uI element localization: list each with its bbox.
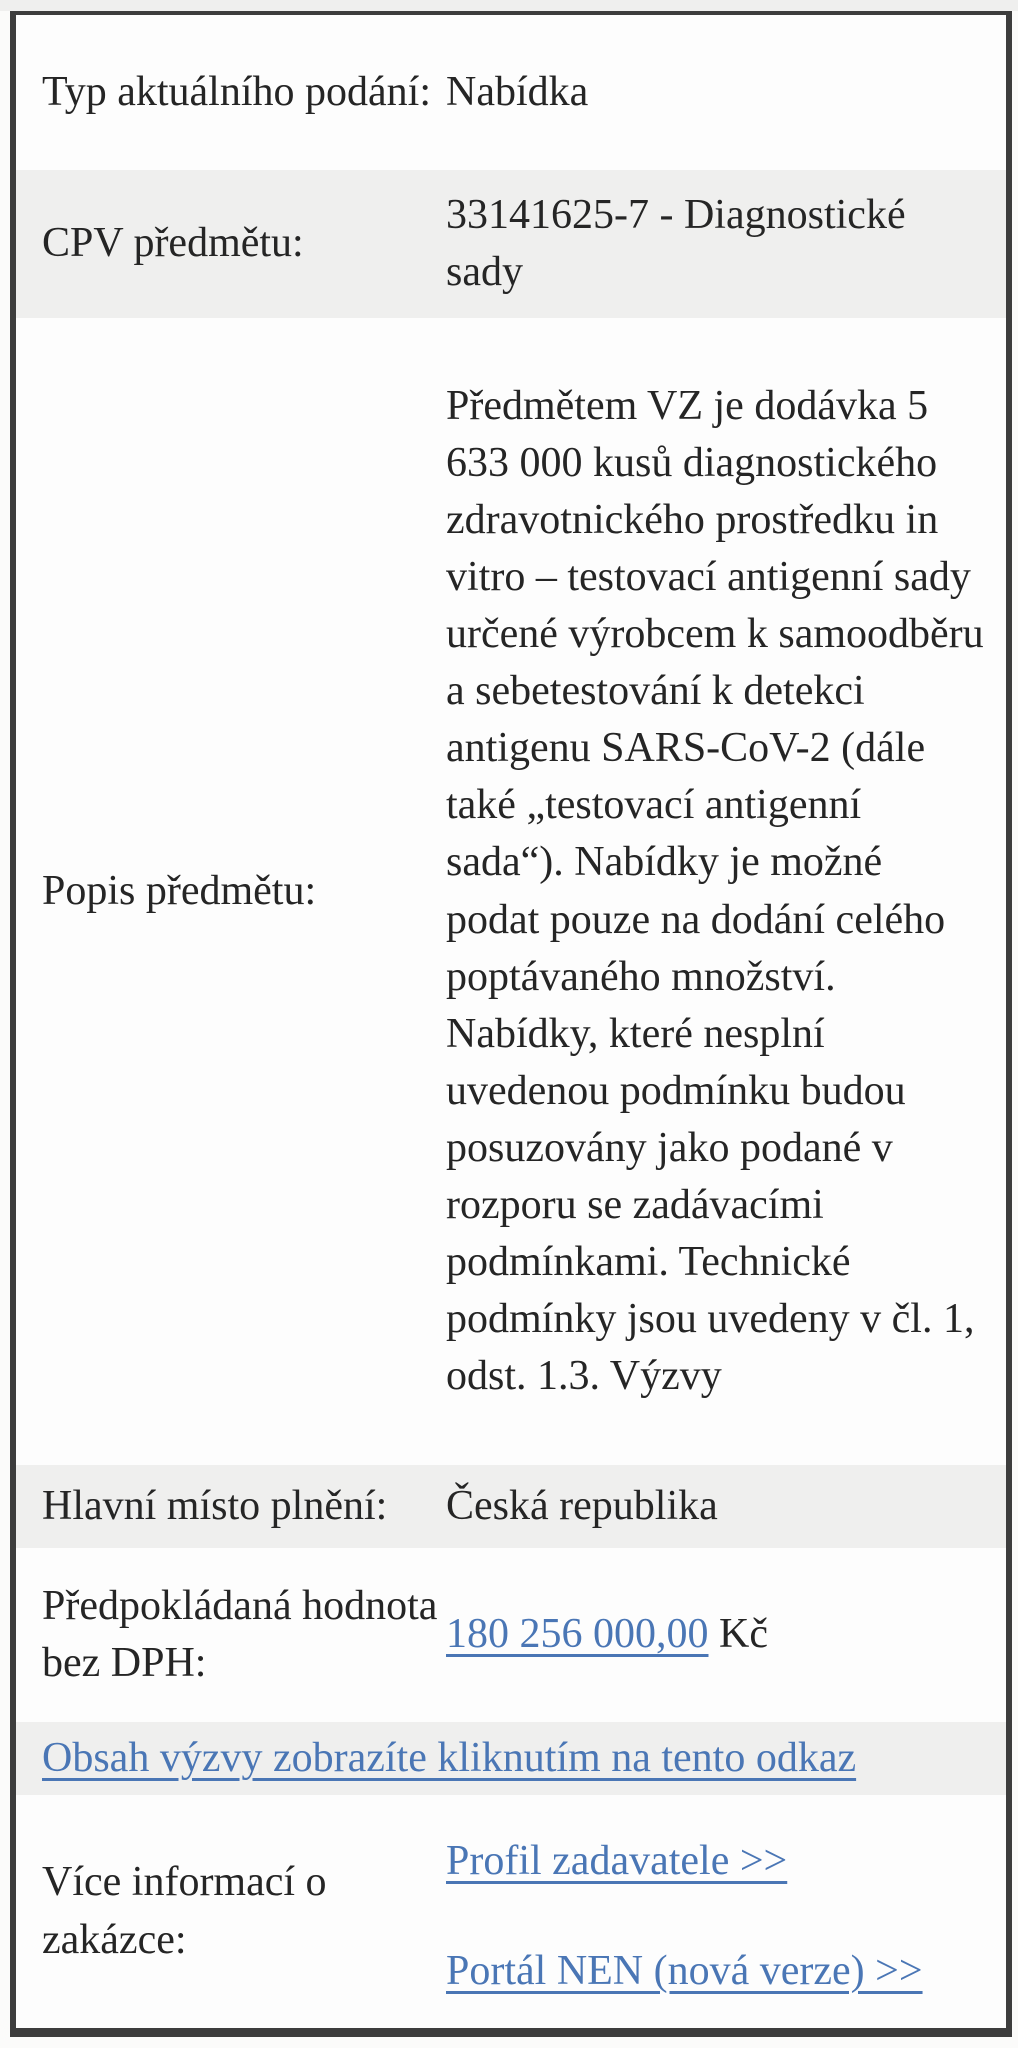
table-row-more-info: [16, 1795, 1006, 2028]
row-label: CPV předmětu:: [42, 220, 304, 267]
table-row-cpv: [16, 170, 1006, 318]
nen-portal-link[interactable]: Portál NEN (nová verze) >>: [446, 1947, 923, 1994]
row-label: Typ aktuálního podání:: [42, 68, 431, 115]
row-value: 33141625-7 - Diagnostické sady: [446, 191, 906, 295]
more-info-links: [446, 1823, 984, 1999]
notice-content-link[interactable]: Obsah výzvy zobrazíte kliknutím na tento odkaz: [42, 1734, 857, 1781]
row-value: Předmětem VZ je dodávka 5 633 000 kusů diagnostického zdravotnického prostředku in vitro – testovací antigenní sady určené výrobcem k samoodběru a sebetestování k detekci antigenu SARS-CoV-2 (dále také „testovací antigenní sada“). Nabídky je možné podat pouze na dodání celého poptávaného množství. Nabídky, které nesplní uvedenou podmínku budou posuzovány jako podané v rozporu se zadávacími podmínkami. Technické podmínky jsou uvedeny v čl. 1, odst. 1.3. Výzvy: [446, 382, 984, 1400]
row-label: Předpokládaná hodnota bez DPH:: [42, 1582, 438, 1686]
tender-detail-table: [10, 11, 1012, 2037]
row-value: [446, 1823, 1006, 1999]
row-value: [446, 1606, 1006, 1663]
row-label: Popis předmětu:: [42, 867, 317, 914]
row-value: Česká republika: [446, 1482, 718, 1529]
row-label: Hlavní místo plnění:: [42, 1482, 388, 1529]
row-label: Více informací o zakázce:: [42, 1859, 327, 1963]
table-row-estimated-value: [16, 1548, 1006, 1722]
table-row-notice-content: [16, 1722, 1006, 1795]
table-row-submission-type: [16, 15, 1006, 170]
contracting-authority-profile-link[interactable]: Profil zadavatele >>: [446, 1838, 788, 1885]
row-value: Nabídka: [446, 68, 589, 115]
estimated-value-link[interactable]: 180 256 000,00: [446, 1611, 709, 1658]
table-row-subject-description: [16, 318, 1006, 1465]
previous-row-fragment: [0, 0, 1018, 11]
table-row-place-of-performance: [16, 1465, 1006, 1548]
currency-suffix: Kč: [708, 1611, 768, 1658]
